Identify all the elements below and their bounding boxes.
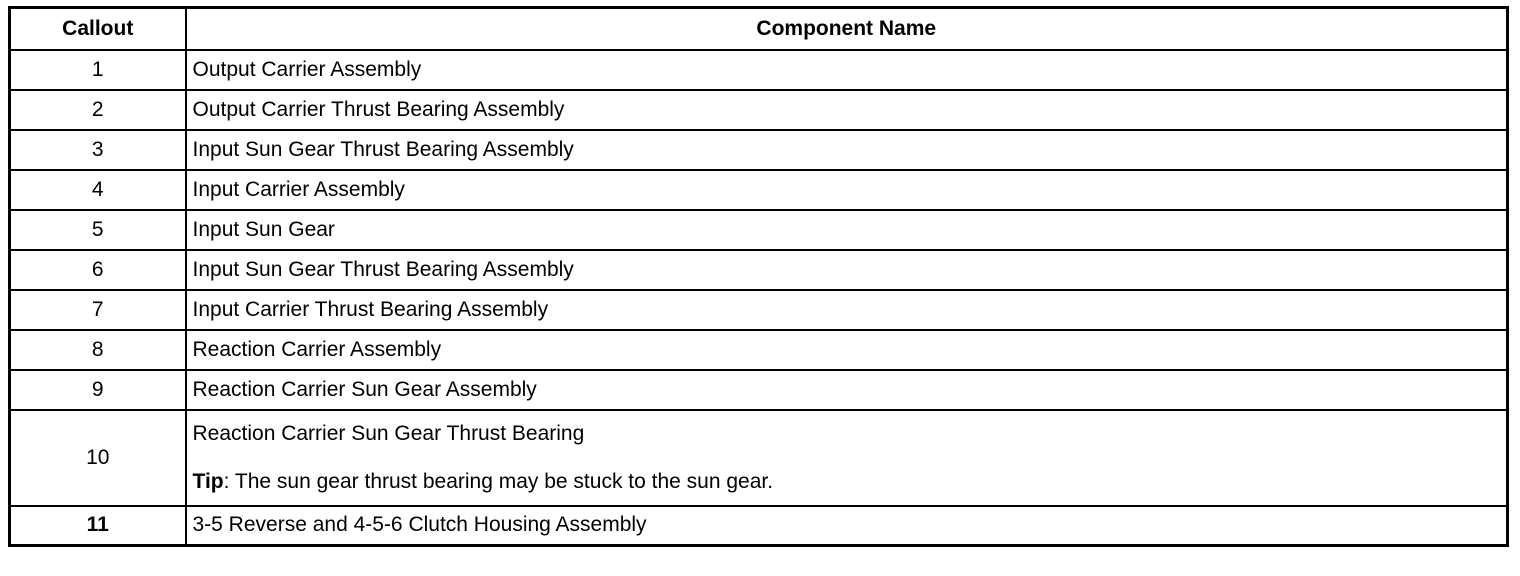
callout-cell: 6 — [10, 250, 186, 290]
component-name-cell: Output Carrier Assembly — [186, 50, 1508, 90]
component-table — [8, 6, 1509, 547]
callout-cell: 7 — [10, 290, 186, 330]
callout-cell: 2 — [10, 90, 186, 130]
table-row — [10, 250, 1508, 290]
callout-cell: 8 — [10, 330, 186, 370]
table-row — [10, 410, 1508, 506]
component-name-cell: Input Sun Gear Thrust Bearing Assembly — [186, 130, 1508, 170]
callout-cell: 1 — [10, 50, 186, 90]
component-name-cell: Reaction Carrier Sun Gear Assembly — [186, 370, 1508, 410]
table-row — [10, 330, 1508, 370]
table-row — [10, 370, 1508, 410]
tip-label: Tip — [192, 469, 224, 493]
callout-cell: 4 — [10, 170, 186, 210]
component-name-cell: 3-5 Reverse and 4-5-6 Clutch Housing Assembly — [186, 506, 1508, 546]
component-name-text: Reaction Carrier Sun Gear Thrust Bearing — [192, 421, 585, 445]
component-name-cell: Input Sun Gear — [186, 210, 1508, 250]
tip-note — [193, 470, 1501, 494]
table-row — [10, 90, 1508, 130]
callout-cell: 3 — [10, 130, 186, 170]
component-name-cell: Output Carrier Thrust Bearing Assembly — [186, 90, 1508, 130]
component-name-cell: Reaction Carrier Assembly — [186, 330, 1508, 370]
table-row — [10, 506, 1508, 546]
callout-cell: 11 — [10, 506, 186, 546]
table-row — [10, 50, 1508, 90]
component-name-header: Component Name — [186, 8, 1508, 50]
callout-header: Callout — [10, 8, 186, 50]
tip-text: : The sun gear thrust bearing may be stuck to the sun gear. — [223, 469, 774, 493]
callout-cell: 5 — [10, 210, 186, 250]
callout-cell: 9 — [10, 370, 186, 410]
component-name-cell: Input Carrier Thrust Bearing Assembly — [186, 290, 1508, 330]
component-table-wrapper — [8, 6, 1509, 547]
component-name-cell — [186, 410, 1508, 506]
table-row — [10, 210, 1508, 250]
component-name-cell: Input Carrier Assembly — [186, 170, 1508, 210]
callout-cell: 10 — [10, 410, 186, 506]
component-name-cell: Input Sun Gear Thrust Bearing Assembly — [186, 250, 1508, 290]
table-row — [10, 170, 1508, 210]
table-row — [10, 130, 1508, 170]
table-row — [10, 290, 1508, 330]
table-header-row — [10, 8, 1508, 50]
